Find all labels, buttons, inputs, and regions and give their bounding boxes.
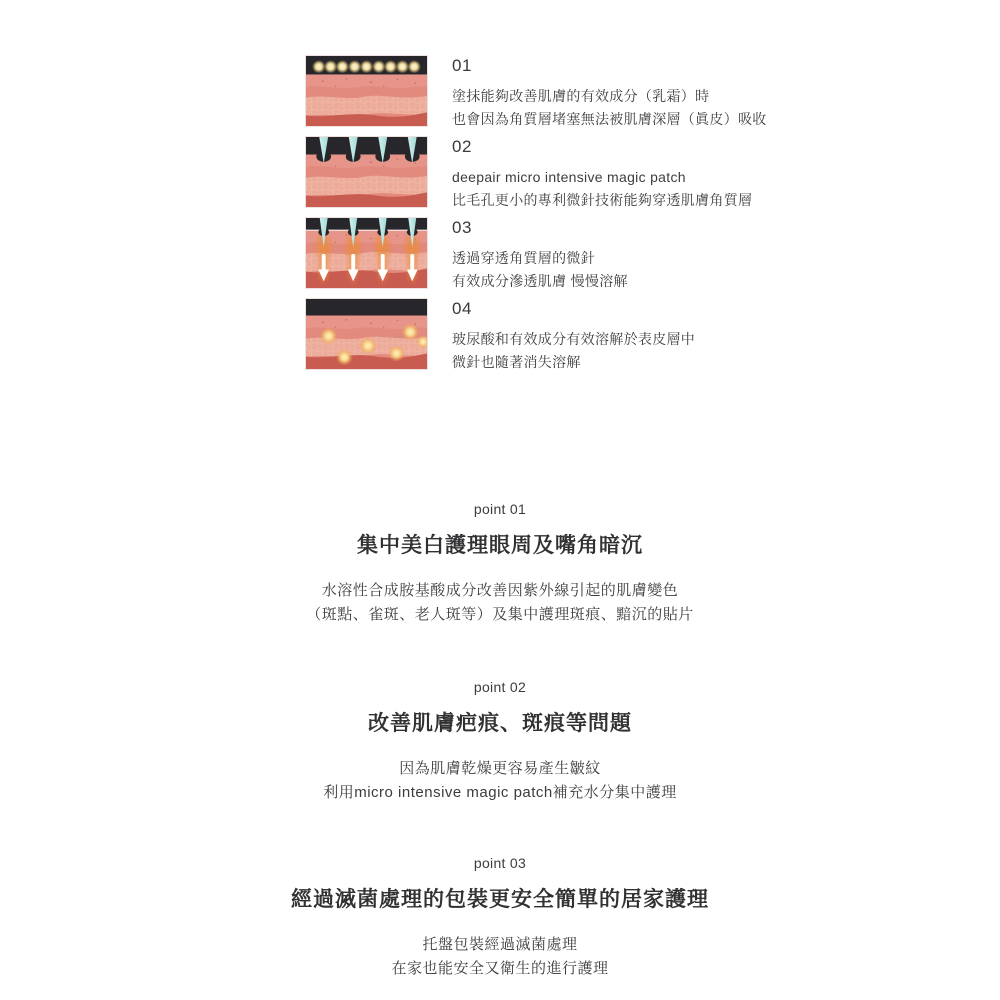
step-line: 透過穿透角質層的微針: [452, 250, 595, 266]
step-text-04: [452, 298, 695, 374]
point-section-03: [0, 855, 1000, 981]
point-section-01: [0, 501, 1000, 627]
step-line: 微針也隨著消失溶解: [452, 354, 581, 370]
step-number: 03: [452, 218, 472, 237]
step-row-04: [305, 298, 767, 374]
point-section-02: [0, 679, 1000, 805]
cream-drop-icons: [312, 60, 421, 73]
step-row-01: [305, 55, 767, 131]
step-row-02: [305, 136, 767, 212]
illustration-step-04-dissolved-particles: [305, 298, 428, 370]
step-line: 塗抹能夠改善肌膚的有效成分（乳霜）時: [452, 88, 710, 104]
point-body-line: 利用micro intensive magic patch補充水分集中護理: [323, 784, 677, 801]
point-title: 經過滅菌處理的包裝更安全簡單的居家護理: [291, 888, 709, 911]
step-number: 04: [452, 299, 472, 318]
point-body-line: （斑點、雀斑、老人斑等）及集中護理斑痕、黯沉的貼片: [306, 606, 694, 623]
step-number: 02: [452, 137, 472, 156]
step-line: deepair micro intensive magic patch: [452, 169, 686, 185]
point-title: 改善肌膚疤痕、斑痕等問題: [368, 712, 632, 735]
step-line: 比毛孔更小的專利微針技術能夠穿透肌膚角質層: [452, 192, 753, 208]
step-line: 有效成分滲透肌膚 慢慢溶解: [452, 273, 628, 289]
point-label: point 01: [473, 501, 527, 517]
process-steps-section: [305, 55, 767, 379]
point-label: point 03: [473, 855, 527, 871]
point-title: 集中美白護理眼周及嘴角暗沉: [357, 534, 643, 557]
illustration-step-01-cream-on-skin: [305, 55, 428, 127]
step-row-03: [305, 217, 767, 293]
illustration-step-03-permeation-arrows: [305, 217, 428, 289]
step-line: 玻尿酸和有效成分有效溶解於表皮層中: [452, 331, 696, 347]
step-text-02: [452, 136, 752, 212]
step-text-01: [452, 55, 767, 131]
point-body-line: 因為肌膚乾燥更容易產生皺紋: [399, 760, 601, 777]
step-number: 01: [452, 56, 472, 75]
point-body-line: 水溶性合成胺基酸成分改善因紫外線引起的肌膚變色: [321, 582, 679, 599]
point-body-line: 在家也能安全又衛生的進行護理: [391, 960, 609, 977]
step-text-03: [452, 217, 628, 293]
illustration-step-02-microneedles: [305, 136, 428, 208]
point-label: point 02: [473, 679, 527, 695]
step-line: 也會因為角質層堵塞無法被肌膚深層（眞皮）吸收: [452, 111, 767, 127]
point-body-line: 托盤包裝經過滅菌處理: [422, 936, 578, 953]
